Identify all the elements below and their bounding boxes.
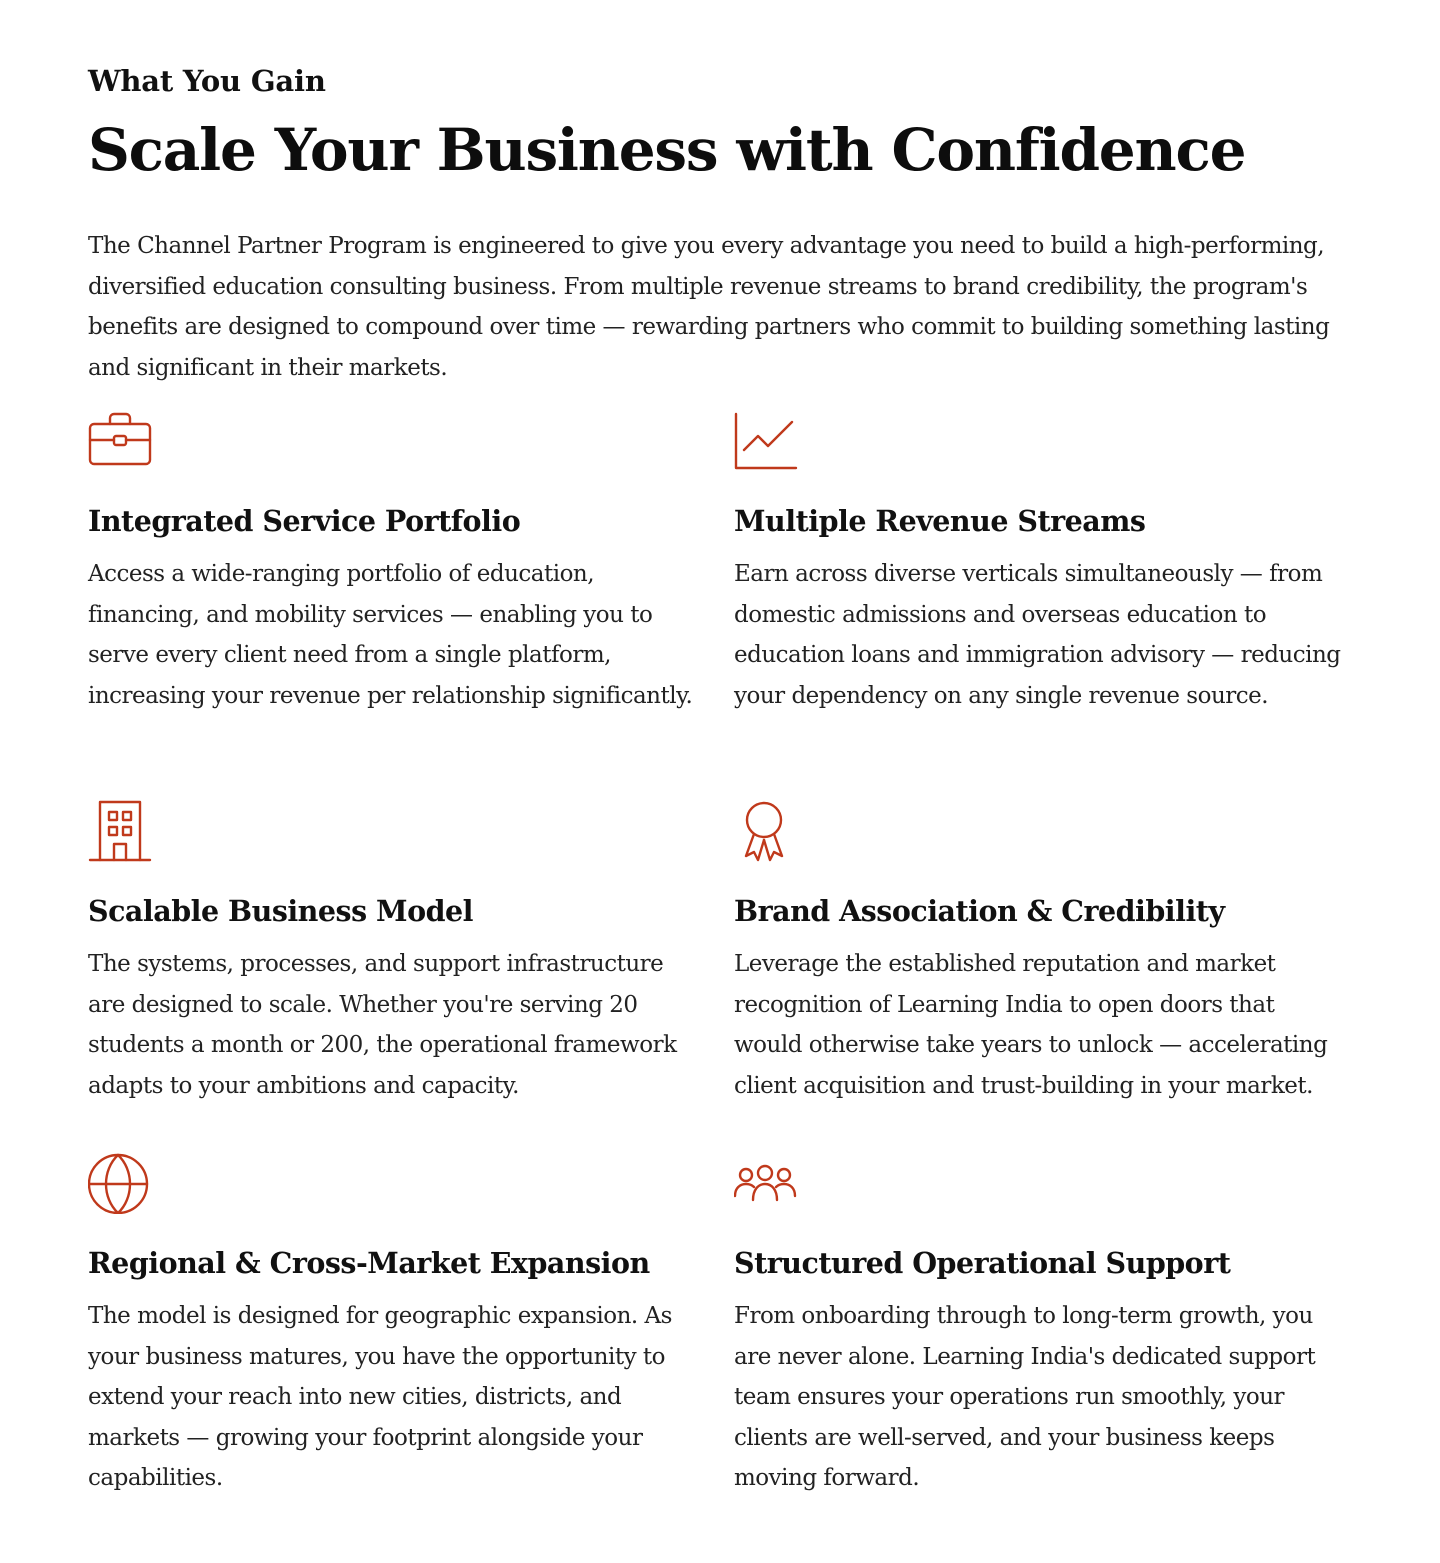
benefit-title: Integrated Service Portfolio	[88, 504, 521, 538]
globe-icon	[88, 1152, 154, 1214]
award-ribbon-icon	[734, 800, 800, 862]
benefit-description: Leverage the established reputation and market recognition of Learning India to open doors that would otherwise take years to unlock — accelerating client acquisition and trust-building in your market.	[734, 951, 1328, 1099]
benefit-card-multiple-revenue-streams	[734, 410, 1346, 716]
benefit-title: Brand Association & Credibility	[734, 894, 1225, 928]
benefit-title: Structured Operational Support	[734, 1246, 1231, 1280]
building-icon	[88, 800, 154, 862]
team-icon	[734, 1152, 800, 1214]
benefit-description: The systems, processes, and support infrastructure are designed to scale. Whether you're serving 20 students a month or 200, the operational framework adapts to your ambitions and capacity.	[88, 951, 677, 1099]
benefit-title: Regional & Cross-Market Expansion	[88, 1246, 650, 1280]
benefit-description: Access a wide-ranging portfolio of education, financing, and mobility services — enabling you to serve every client need from a single platform, increasing your revenue per relationship significantly.	[88, 561, 693, 709]
benefit-description: The model is designed for geographic expansion. As your business matures, you have the opportunity to extend your reach into new cities, districts, and markets — growing your footprint alongside your capabilities.	[88, 1303, 672, 1492]
section-intro: The Channel Partner Program is engineered to give you every advantage you need to build a high-performing, diversified education consulting business. From multiple revenue streams to brand credibility, the program's benefits are designed to compound over time — rewarding partners who commit to building something lasting and significant in their markets.	[88, 233, 1330, 381]
benefit-card-integrated-service-portfolio	[88, 410, 700, 716]
line-chart-icon	[734, 410, 800, 472]
benefit-description: Earn across diverse verticals simultaneously — from domestic admissions and overseas education to education loans and immigration advisory — reducing your dependency on any single revenue source.	[734, 561, 1341, 709]
benefit-card-scalable-business-model	[88, 800, 700, 1106]
section-title: Scale Your Business with Confidence	[88, 116, 1246, 184]
benefit-card-brand-association	[734, 800, 1346, 1106]
benefit-title: Scalable Business Model	[88, 894, 473, 928]
benefit-card-operational-support	[734, 1152, 1346, 1499]
benefit-title: Multiple Revenue Streams	[734, 504, 1146, 538]
briefcase-icon	[88, 410, 154, 472]
benefit-card-regional-expansion	[88, 1152, 700, 1499]
benefit-description: From onboarding through to long-term growth, you are never alone. Learning India's dedicated support team ensures your operations run smoothly, your clients are well-served, and your business keeps moving forward.	[734, 1303, 1316, 1492]
section-eyebrow: What You Gain	[88, 64, 326, 98]
